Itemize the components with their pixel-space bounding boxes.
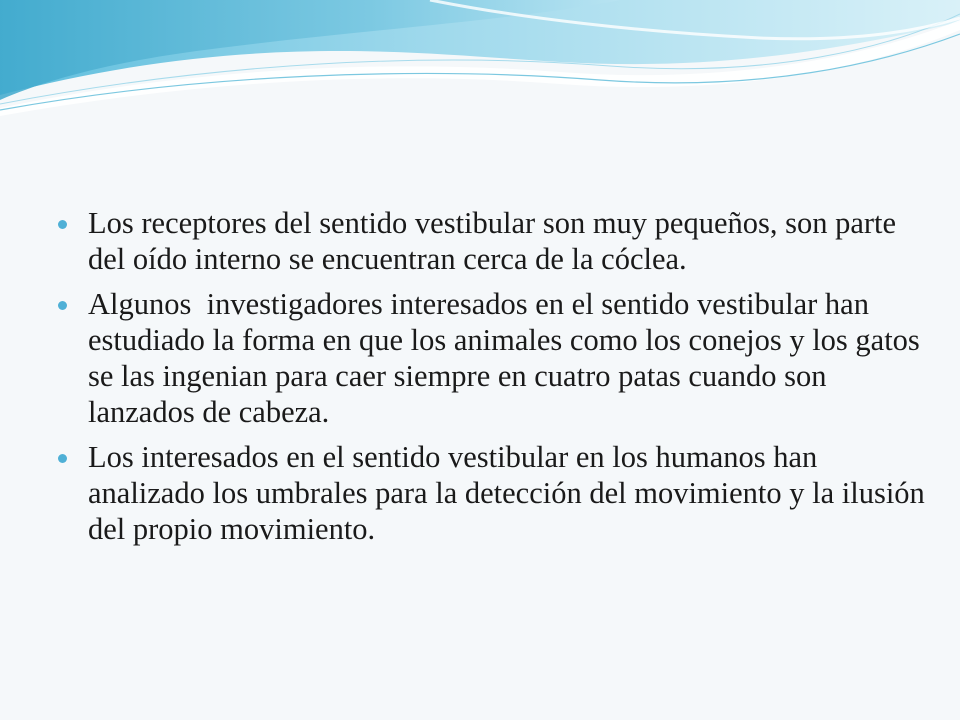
bullet-text-2: Algunos investigadores interesados en el sentido vestibular han estudiado la forma en que los animales como los conejos y los gatos se las ingenian para caer siempre en cuatro patas cuando son lanzados de cabeza.	[88, 287, 928, 429]
round-bullet-icon	[58, 301, 67, 310]
bullet-text-1: Los receptores del sentido vestibular son muy pequeños, son parte del oído interno se encuentran cerca de la cóclea.	[88, 206, 904, 276]
bullet-text-3: Los interesados en el sentido vestibular en los humanos han analizado los umbrales para la detección del movimiento y la ilusión del propio movimiento.	[88, 440, 933, 546]
bullet-list	[56, 205, 933, 547]
round-bullet-icon	[58, 454, 67, 463]
slide-content	[56, 205, 933, 556]
header-wave-graphic	[0, 0, 960, 130]
bullet-item-3	[56, 439, 933, 547]
bullet-item-2	[56, 286, 926, 430]
bullet-item-1	[56, 205, 926, 277]
round-bullet-icon	[58, 220, 67, 229]
